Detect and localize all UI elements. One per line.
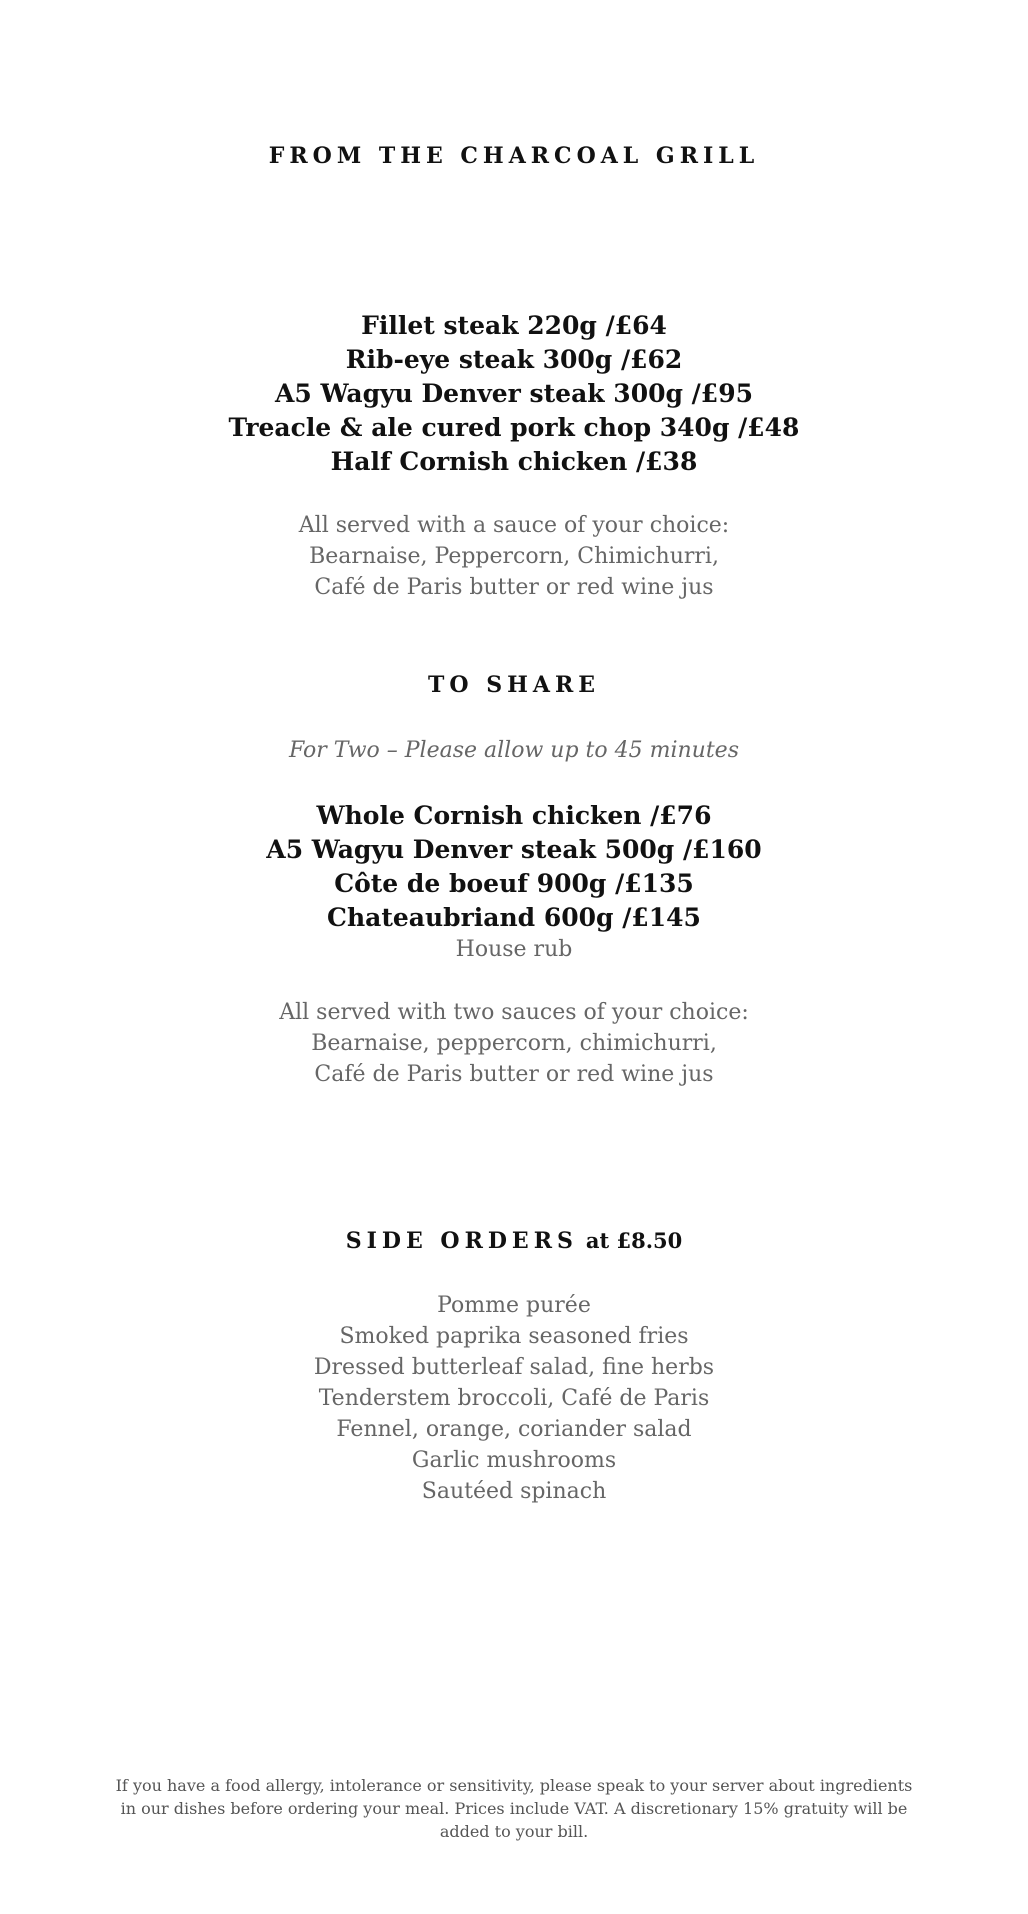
share-sauce-note bbox=[0, 997, 1028, 1090]
menu-item: Treacle & ale cured pork chop 340g /£48 bbox=[228, 413, 800, 442]
sides-section-title bbox=[0, 1228, 1028, 1254]
sides-item-list bbox=[0, 1290, 1028, 1507]
menu-item: A5 Wagyu Denver steak 300g /£95 bbox=[275, 379, 753, 408]
menu-item: Fillet steak 220g /£64 bbox=[361, 311, 667, 340]
note-line: Café de Paris butter or red wine jus bbox=[314, 1062, 714, 1087]
side-item: Garlic mushrooms bbox=[411, 1448, 617, 1473]
share-rub-note: House rub bbox=[455, 937, 573, 962]
grill-item-list bbox=[0, 309, 1028, 479]
footer bbox=[0, 1774, 1028, 1843]
sides-price-label: at £8.50 bbox=[585, 1228, 683, 1253]
side-item: Smoked paprika seasoned fries bbox=[339, 1324, 689, 1349]
side-item: Dressed butterleaf salad, fine herbs bbox=[313, 1355, 715, 1380]
grill-sauce-note bbox=[0, 510, 1028, 603]
menu-item: Rib-eye steak 300g /£62 bbox=[345, 345, 683, 374]
note-line: Café de Paris butter or red wine jus bbox=[314, 575, 714, 600]
menu-item: A5 Wagyu Denver steak 500g /£160 bbox=[266, 835, 762, 864]
sides-title-text: SIDE ORDERS bbox=[345, 1228, 578, 1254]
note-line: Bearnaise, peppercorn, chimichurri, bbox=[311, 1031, 717, 1056]
allergy-disclaimer: If you have a food allergy, intolerance or sensitivity, please speak to your server about ingredients in our dishes before ordering your meal. Prices include VAT. A discretionary 15% gratuity will be added to your bill. bbox=[115, 1776, 913, 1841]
menu-item: Whole Cornish chicken /£76 bbox=[316, 801, 712, 830]
share-section-title: TO SHARE bbox=[428, 672, 600, 698]
menu-item: Côte de boeuf 900g /£135 bbox=[334, 869, 694, 898]
side-item: Sautéed spinach bbox=[421, 1479, 607, 1504]
note-line: Bearnaise, Peppercorn, Chimichurri, bbox=[309, 544, 719, 569]
side-item: Pomme purée bbox=[437, 1293, 591, 1318]
share-subtitle: For Two – Please allow up to 45 minutes bbox=[288, 738, 739, 763]
menu-item: Chateaubriand 600g /£145 bbox=[327, 903, 701, 932]
menu-item: Half Cornish chicken /£38 bbox=[330, 447, 698, 476]
note-line: All served with a sauce of your choice: bbox=[298, 513, 730, 538]
grill-section-title: FROM THE CHARCOAL GRILL bbox=[268, 143, 760, 169]
side-item: Tenderstem broccoli, Café de Paris bbox=[318, 1386, 710, 1411]
share-item-list bbox=[0, 799, 1028, 935]
note-line: All served with two sauces of your choice: bbox=[279, 1000, 749, 1025]
side-item: Fennel, orange, coriander salad bbox=[336, 1417, 692, 1442]
